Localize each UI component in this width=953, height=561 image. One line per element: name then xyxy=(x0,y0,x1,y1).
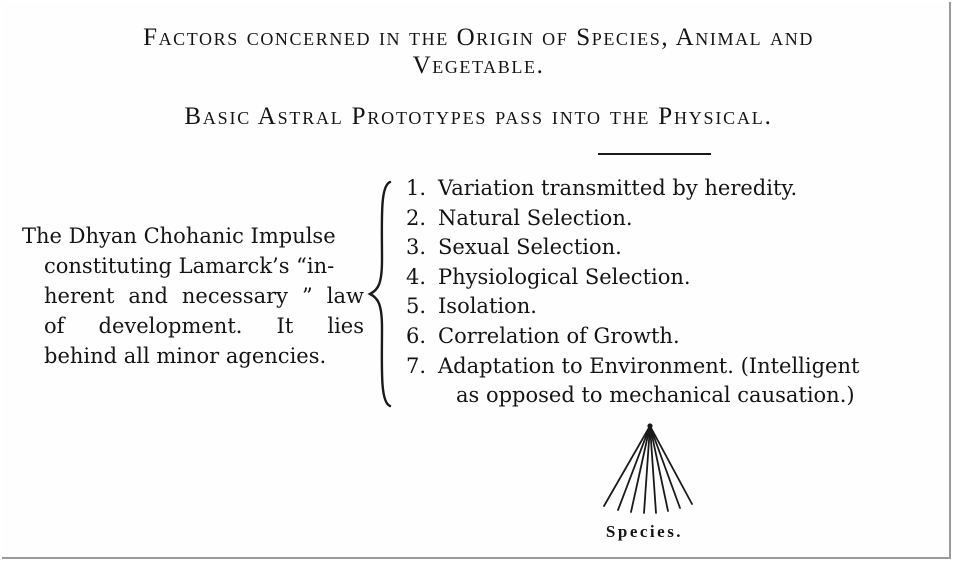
impulse-line-2: constituting Lamarck’s “in- xyxy=(44,254,335,278)
factor-item xyxy=(406,174,946,204)
factor-number: 6. xyxy=(406,323,427,348)
factor-text: Correlation of Growth. xyxy=(438,323,680,348)
title-line-2: Vegetable. xyxy=(412,52,545,79)
factor-text: Sexual Selection. xyxy=(438,235,622,260)
page xyxy=(2,2,951,559)
subtitle: Basic Astral Prototypes pass into the Physical. xyxy=(184,103,773,130)
factor-number: 7. xyxy=(406,353,427,378)
factor-number: 2. xyxy=(406,205,427,230)
curly-brace-icon xyxy=(366,180,396,408)
factor-item xyxy=(406,233,946,263)
impulse-line-1: The Dhyan Chohanic Impulse xyxy=(22,224,336,248)
factor-text: Physiological Selection. xyxy=(438,264,691,289)
impulse-line-4: of development. It lies xyxy=(44,314,364,338)
impulse-line-3: herent and necessary ” law xyxy=(44,284,364,308)
factors-list xyxy=(406,174,946,411)
impulse-text xyxy=(22,221,364,371)
divider-rule xyxy=(598,153,711,155)
factor-item xyxy=(406,292,946,322)
species-label: Species. xyxy=(605,522,684,541)
factor-item xyxy=(406,352,946,411)
factor-text: Natural Selection. xyxy=(438,205,633,230)
factor-number: 4. xyxy=(406,264,427,289)
factor-text: Adaptation to Environment. (Intelligent xyxy=(438,353,860,378)
impulse-line-5: behind all minor agencies. xyxy=(44,344,327,368)
factor-number: 5. xyxy=(406,294,427,319)
factor-item xyxy=(406,322,946,352)
factor-text: Isolation. xyxy=(438,294,537,319)
factor-item xyxy=(406,204,946,234)
converging-rays-icon xyxy=(598,422,698,514)
title-line-1: Factors concerned in the Origin of Species, Animal and xyxy=(143,24,814,51)
factor-number: 3. xyxy=(406,235,427,260)
factor-continuation: as opposed to mechanical causation.) xyxy=(456,383,855,408)
factor-text: Variation transmitted by heredity. xyxy=(438,176,798,200)
factor-number: 1. xyxy=(406,176,427,200)
factor-item xyxy=(406,263,946,293)
